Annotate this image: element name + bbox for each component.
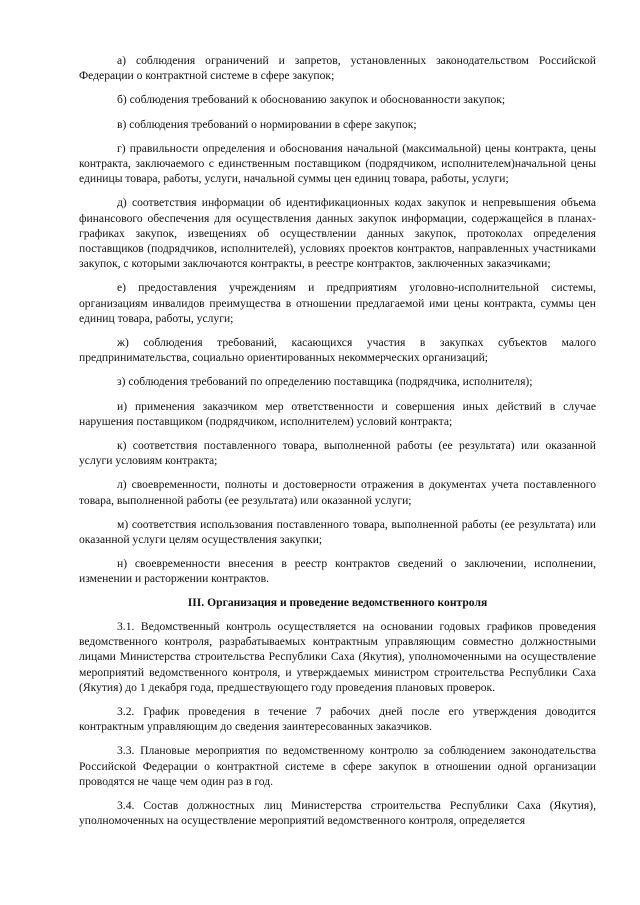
list-item-b: б) соблюдения требований к обоснованию закупок и обоснованности закупок; xyxy=(117,93,506,107)
paragraph-3-1: 3.1. Ведомственный контроль осуществляется на основании годовых графиков проведения ведомственного контроля, разрабатываемых контрактным управляющим совместно должностными лицами Министерства строительства Республики Саха (Якутия), уполномоченными на осуществление мероприятий ведомственного контроля, и утверждаемых министром строительства Республики Саха (Якутия) до 1 декабря года, предшествующего году проведения плановых проверок. xyxy=(79,619,596,694)
list-item-k: к) соответствия поставленного товара, выполненной работы (ее результата) или оказанной услуги условиям контракта; xyxy=(79,439,596,468)
list-item-e: е) предоставления учреждениям и предприятиям уголовно-исполнительной системы, организациям инвалидов преимущества в отношении предлагаемой ими цены контракта, суммы цен единиц товара, работы, услуги; xyxy=(79,281,596,325)
paragraph-3-4: 3.4. Состав должностных лиц Министерства строительства Республики Саха (Якутия), уполномоченных на осуществление мероприятий ведомственного контроля, определяется xyxy=(79,798,596,828)
list-item-d: д) соответствия информации об идентификационных кодах закупок и непревышения объема финансового обеспечения для осуществления данных закупок информации, содержащейся в планах-графиках закупок, извещениях об осуществлении данных закупок, протоколах определения поставщиков (подрядчиков, исполнителей), условиях проектов контрактов, направленных участниками закупок, с которыми заключаются контракты, в реестре контрактов, заключенных заказчиками; xyxy=(79,196,596,271)
list-item-m: м) соответствия использования поставленного товара, выполненной работы (ее результата) или оказанной услуги целям осуществления закупки; xyxy=(79,517,596,547)
document-page xyxy=(79,53,596,837)
list-item-l: л) своевременности, полноты и достоверности отражения в документах учета поставленного товара, выполненной работы (ее результата) или оказанной услуги; xyxy=(79,478,596,507)
list-item-g: г) правильности определения и обоснования начальной (максимальной) цены контракта, цены контракта, заключаемого с единственным поставщиком (подрядчиком, исполнителем)начальной цены единицы товара, работы, услуги, начальной суммы цен единиц товара, работы, услуги; xyxy=(79,141,596,186)
list-item-zh: ж) соблюдения требований, касающихся участия в закупках субъектов малого предпринимательства, социально ориентированных некоммерческих организаций; xyxy=(79,336,596,365)
list-item-z: з) соблюдения требований по определению поставщика (подрядчика, исполнителя); xyxy=(117,375,533,389)
list-item-v: в) соблюдения требований о нормировании в сфере закупок; xyxy=(117,117,417,131)
section-heading: III. Организация и проведение ведомственного контроля xyxy=(187,595,488,609)
list-item-n: н) своевременности внесения в реестр контрактов сведений о заключении, исполнении, изменении и расторжении контрактов. xyxy=(79,557,596,586)
list-item-i: и) применения заказчиком мер ответственности и совершения иных действий в случае нарушения поставщиком (подрядчиком, исполнителем) условий контракта; xyxy=(79,399,596,428)
list-item-a: а) соблюдения ограничений и запретов, установленных законодательством Российской Федерации о контрактной системе в сфере закупок; xyxy=(79,54,596,83)
paragraph-3-2: 3.2. График проведения в течение 7 рабочих дней после его утверждения доводится контрактным управляющим до сведения заинтересованных заказчиков. xyxy=(79,704,596,734)
paragraph-3-3: 3.3. Плановые мероприятия по ведомственному контролю за соблюдением законодательства Российской Федерации о контрактной системе в сфере закупок в отношении одной организации проводятся не чаще чем один раз в год. xyxy=(79,744,596,788)
